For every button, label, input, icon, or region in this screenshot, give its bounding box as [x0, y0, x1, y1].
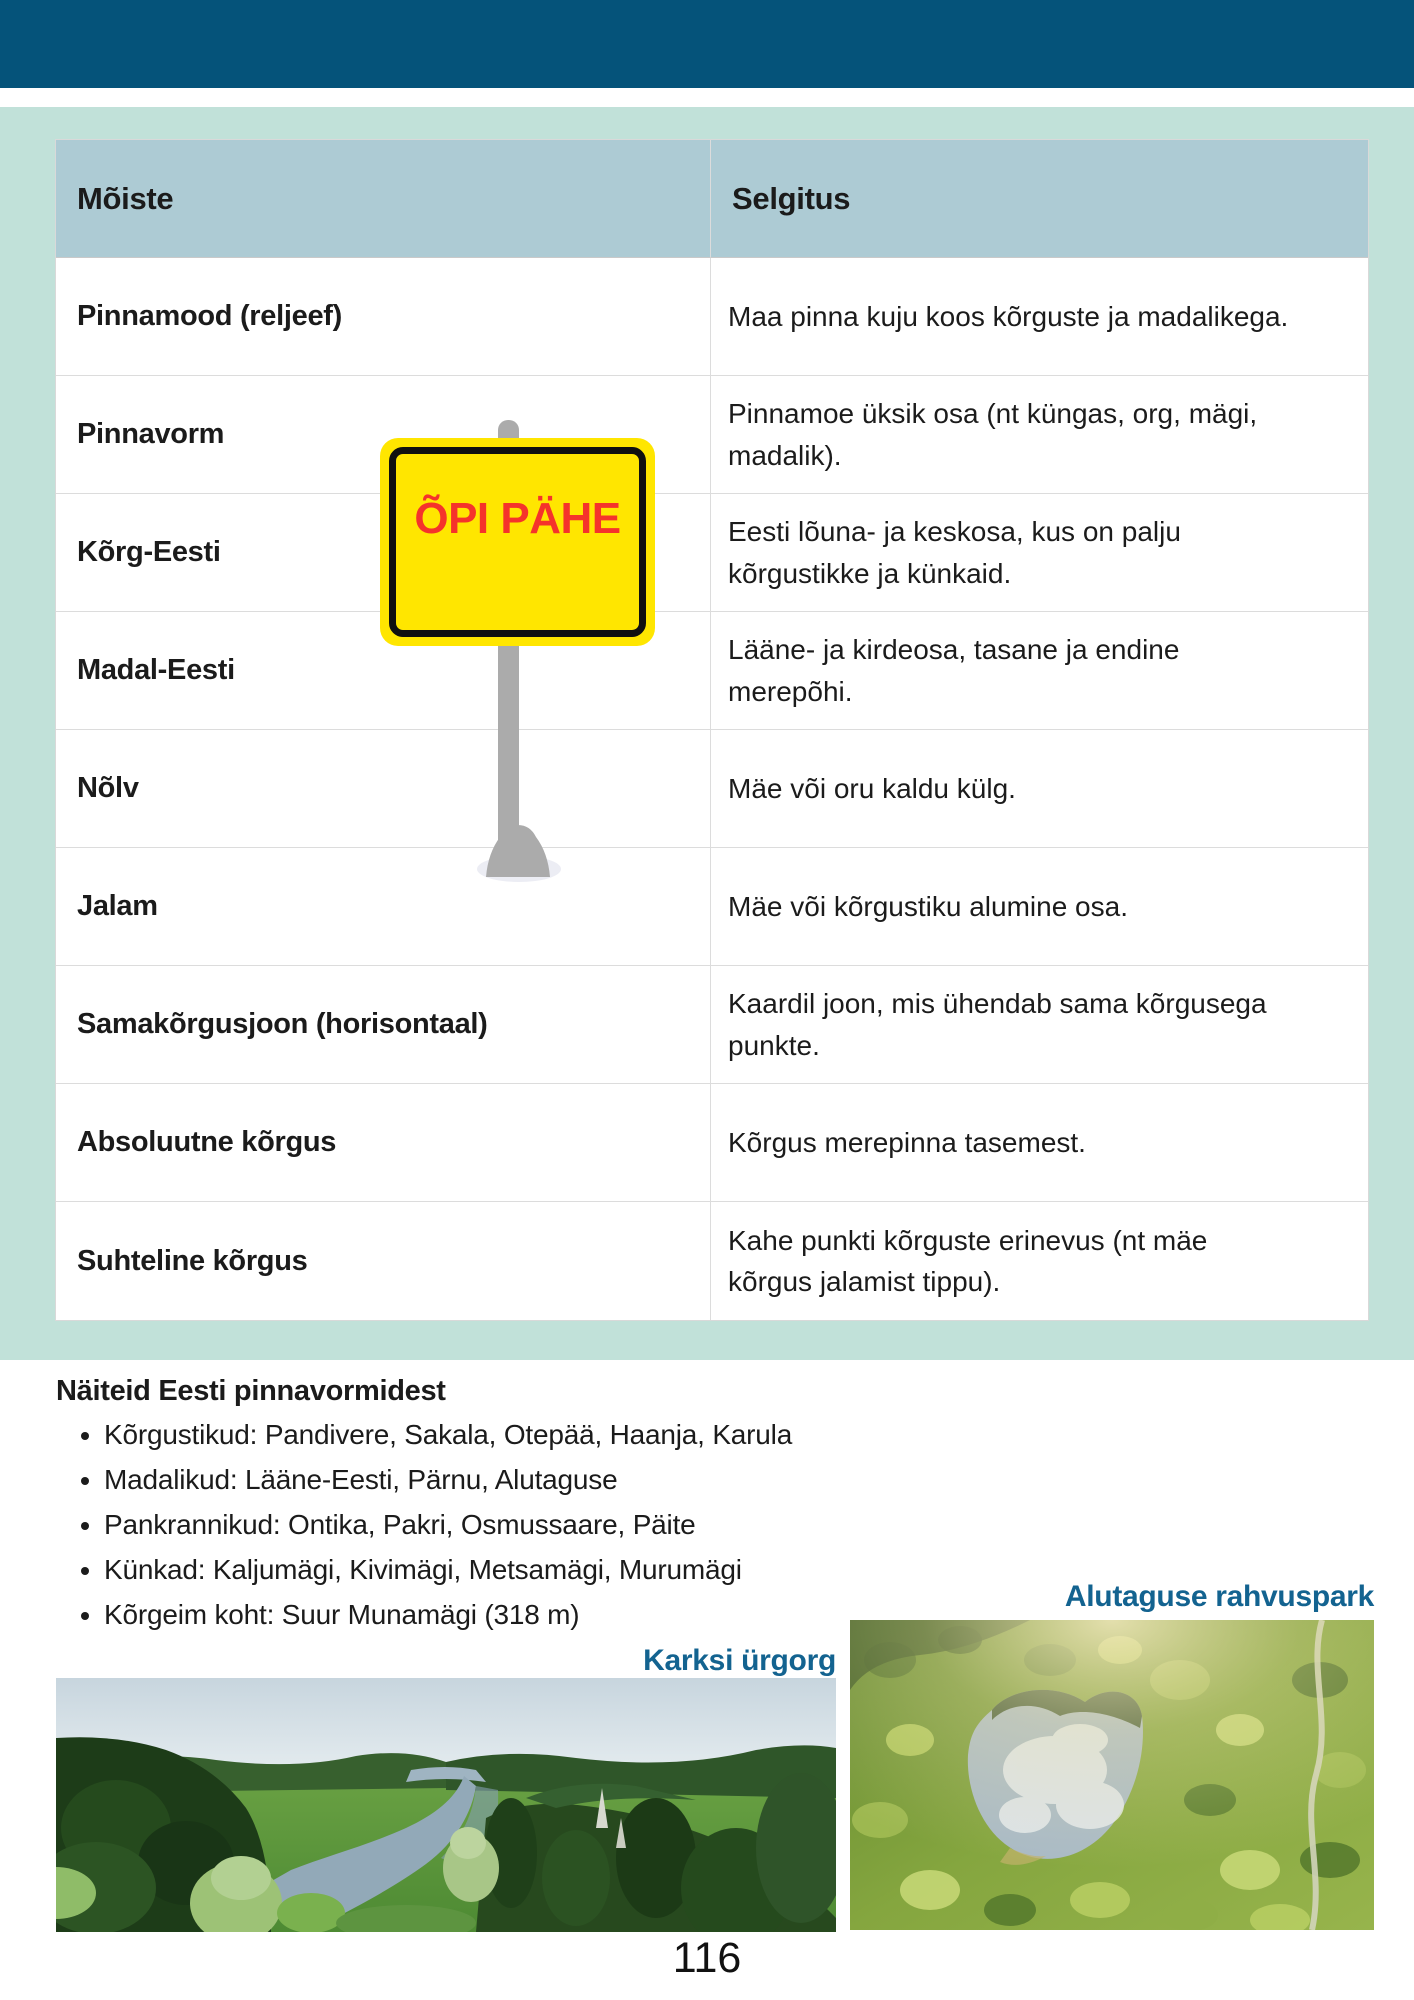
definition-text: Kõrgus merepinna tasemest.	[728, 1126, 1086, 1158]
examples-heading: Näiteid Eesti pinnavormidest	[56, 1375, 446, 1407]
table-row	[711, 848, 1368, 966]
table-row	[711, 1202, 1368, 1320]
table-row	[711, 494, 1368, 612]
definition-text: Kahe punkti kõrguste erinevus (nt mäe kõrgus jalamist tippu).	[728, 1224, 1208, 1297]
list-item: • Pankrannikud: Ontika, Pakri, Osmussaare, Päite	[104, 1502, 1004, 1547]
term-label: Madal-Eesti	[77, 654, 235, 686]
term-label: Nõlv	[77, 772, 139, 804]
definition-text: Pinnamoe üksik osa (nt küngas, org, mägi, madalik).	[728, 398, 1258, 471]
table-row	[711, 258, 1368, 376]
table-row	[711, 966, 1368, 1084]
page-number: 116	[672, 1934, 742, 1982]
terms-table	[56, 140, 1368, 1320]
table-row	[56, 966, 711, 1084]
term-label: Pinnamood (reljeef)	[77, 300, 342, 332]
column-header-label: Mõiste	[77, 180, 174, 216]
table-row	[56, 1084, 711, 1202]
top-header-bar	[0, 0, 1414, 88]
term-label: Suhteline kõrgus	[77, 1244, 308, 1277]
opi-pahe-sign	[380, 420, 655, 885]
definition-text: Eesti lõuna- ja keskosa, kus on palju kõrgustikke ja künkaid.	[728, 516, 1181, 589]
photo-alutaguse-rahvuspark	[850, 1620, 1374, 1930]
list-item: • Kõrgeim koht: Suur Munamägi (318 m)	[104, 1592, 1004, 1637]
caption-alutaguse: Alutaguse rahvuspark	[1064, 1580, 1374, 1613]
term-label: Pinnavorm	[77, 418, 225, 450]
sign-border	[389, 447, 646, 637]
table-row	[711, 612, 1368, 730]
sign-post	[498, 630, 519, 845]
definition-text: Mäe või oru kaldu külg.	[728, 772, 1016, 804]
table-header-selgitus	[711, 140, 1368, 258]
definition-text: Lääne- ja kirdeosa, tasane ja endine merepõhi.	[728, 634, 1180, 707]
term-label: Jalam	[77, 890, 158, 922]
term-label: Samakõrgusjoon (horisontaal)	[77, 1008, 488, 1040]
table-row	[711, 1084, 1368, 1202]
sign-label: ÕPI PÄHE	[414, 494, 621, 543]
table-header-moiste	[56, 140, 711, 258]
term-label: Absoluutne kõrgus	[77, 1126, 337, 1158]
column-header-label: Selgitus	[732, 180, 851, 216]
term-label: Kõrg-Eesti	[77, 536, 221, 568]
photo-karksi-urgorg	[56, 1678, 836, 1932]
table-row	[711, 376, 1368, 494]
list-item: • Künkad: Kaljumägi, Kivimägi, Metsamägi, Murumägi	[104, 1547, 1004, 1592]
definition-text: Maa pinna kuju koos kõrguste ja madalikega.	[728, 300, 1289, 332]
table-row	[56, 1202, 711, 1320]
definition-text: Kaardil joon, mis ühendab sama kõrgusega punkte.	[728, 988, 1267, 1061]
definition-text: Mäe või kõrgustiku alumine osa.	[728, 890, 1128, 922]
list-item: • Madalikud: Lääne-Eesti, Pärnu, Alutaguse	[104, 1457, 1004, 1502]
table-row	[711, 730, 1368, 848]
list-item: • Kõrgustikud: Pandivere, Sakala, Otepää, Haanja, Karula	[104, 1412, 1004, 1457]
sign-panel	[380, 438, 655, 646]
table-row	[56, 258, 711, 376]
caption-karksi: Karksi ürgorg	[643, 1644, 836, 1677]
